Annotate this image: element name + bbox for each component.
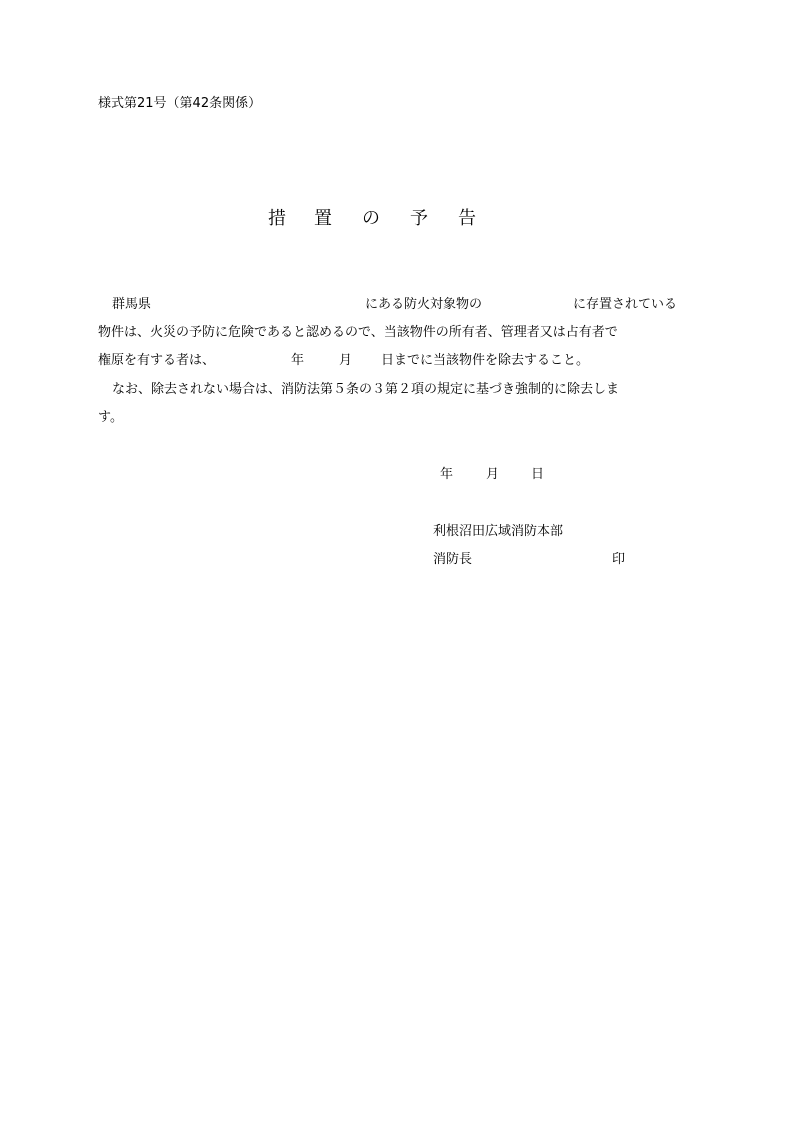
issue-month-label: 月 bbox=[486, 467, 500, 482]
issue-day-label: 日 bbox=[531, 467, 545, 482]
location-suffix: にある防火対象物の bbox=[365, 297, 483, 312]
title-char: 措 bbox=[268, 208, 286, 229]
issuer-position: 消防長 bbox=[433, 552, 473, 567]
issuer-organization: 利根沼田広域消防本部 bbox=[433, 524, 564, 539]
prefecture-label: 群馬県 bbox=[112, 297, 152, 312]
title-char: 告 bbox=[458, 208, 476, 229]
body-line: 物件は、火災の予防に危険であると認めるので、当該物件の所有者、管理者又は占有者で bbox=[98, 325, 618, 340]
document-title bbox=[262, 207, 492, 231]
storage-suffix: に存置されている bbox=[573, 297, 678, 312]
title-char: 予 bbox=[410, 208, 428, 229]
deadline-month-label: 月 bbox=[339, 353, 353, 368]
issue-year-label: 年 bbox=[440, 467, 454, 482]
deadline-day-clause: 日までに当該物件を除去すること。 bbox=[381, 353, 590, 368]
title-char: 置 bbox=[314, 208, 332, 229]
deadline-year-label: 年 bbox=[291, 353, 305, 368]
title-char: の bbox=[362, 208, 380, 229]
form-number: 様式第21号（第42条関係） bbox=[98, 96, 262, 111]
seal-mark: 印 bbox=[612, 552, 626, 567]
body-line-lead: 権原を有する者は、 bbox=[98, 353, 216, 368]
body-line: なお、除去されない場合は、消防法第５条の３第２項の規定に基づき強制的に除去しま bbox=[112, 382, 620, 397]
body-line: す。 bbox=[98, 410, 123, 425]
